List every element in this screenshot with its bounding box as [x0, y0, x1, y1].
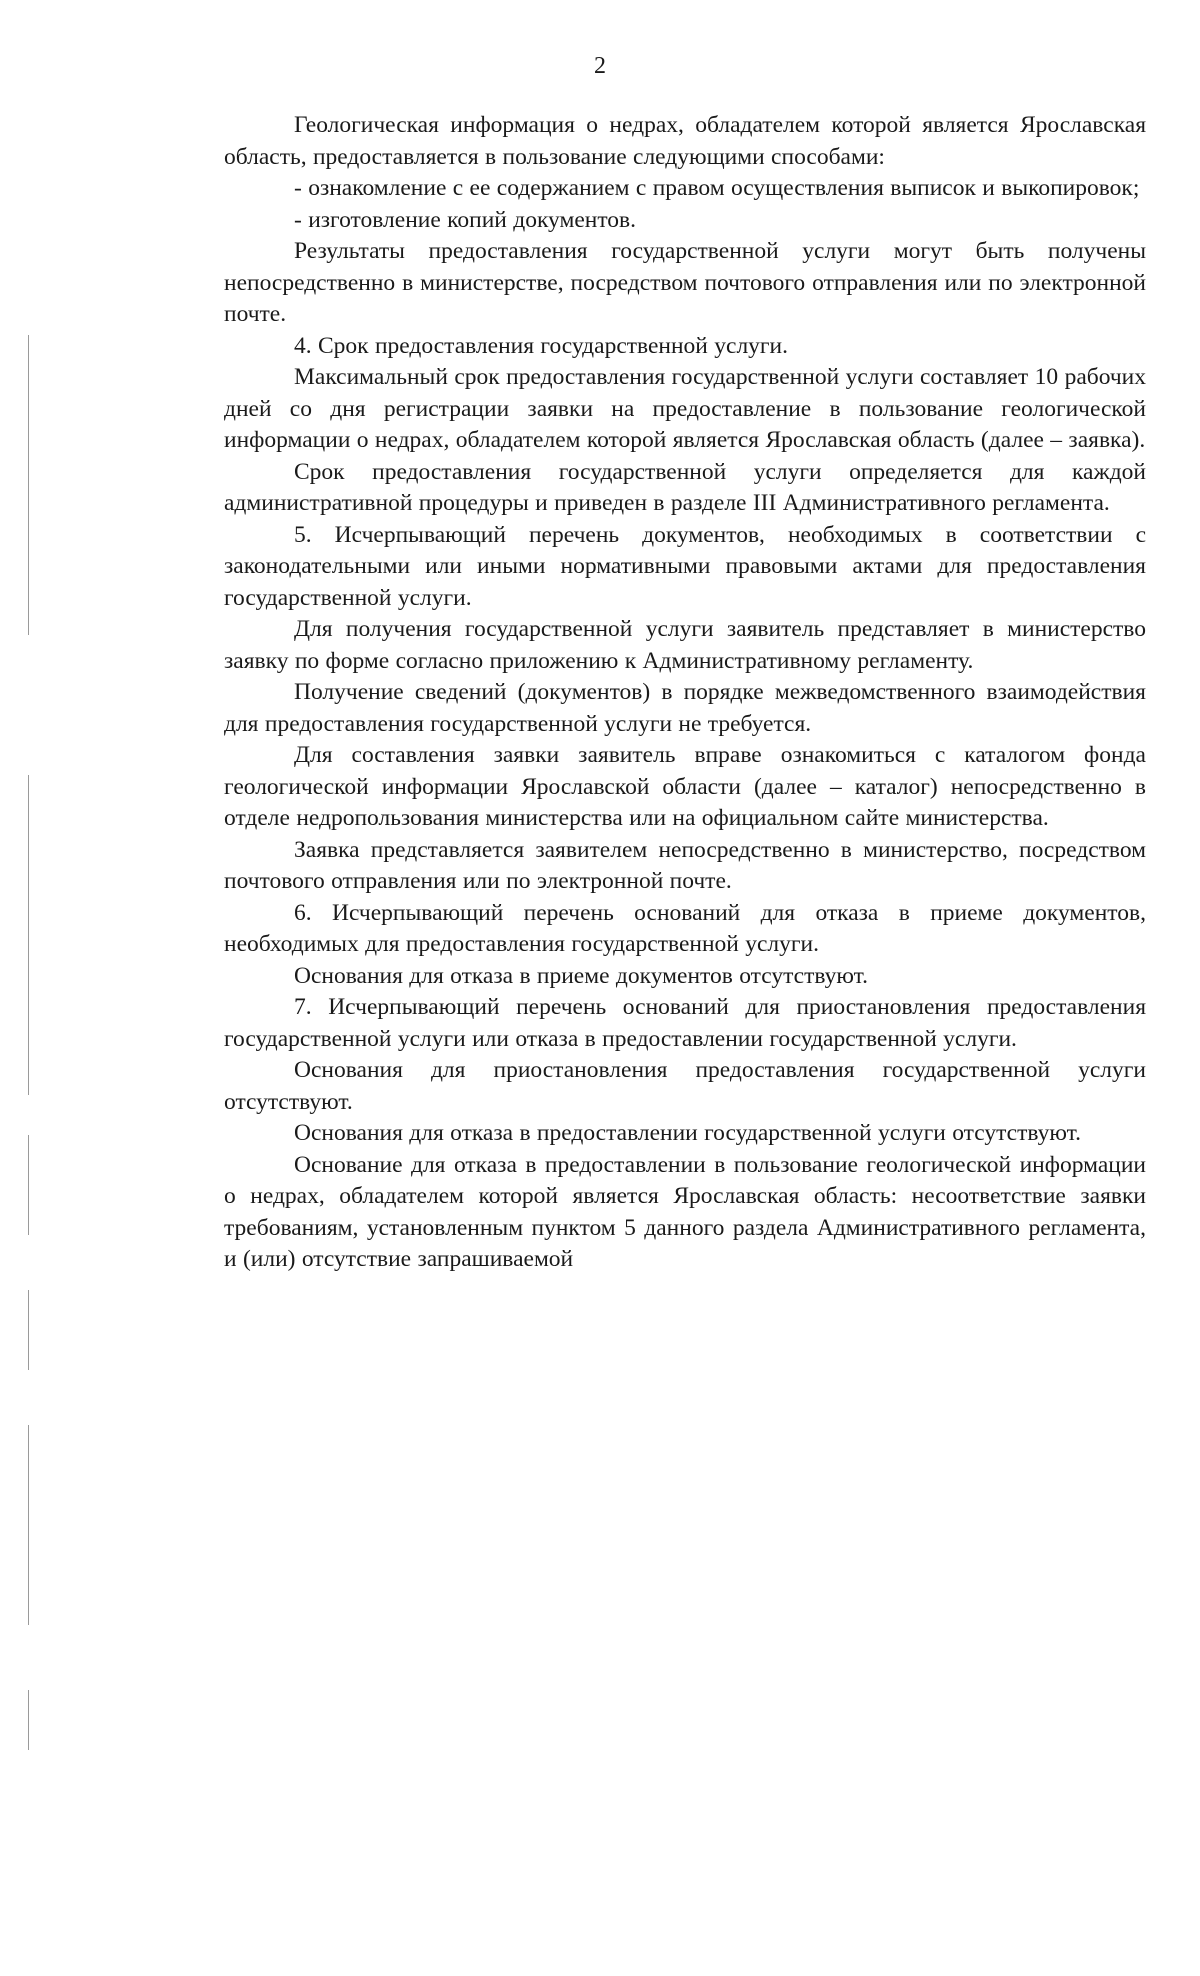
- paragraph: Заявка представляется заявителем непосредственно в министерство, посредством почтового отправления или по электронной почте.: [224, 836, 1146, 894]
- paragraph: Основания для отказа в приеме документов отсутствуют.: [294, 962, 868, 989]
- paragraph: Геологическая информация о недрах, обладателем которой является Ярославская область, предоставляется в пользование следующими способами:: [224, 112, 1146, 170]
- paragraph: Для составления заявки заявитель вправе ознакомиться с каталогом фонда геологической информации Ярославской области (далее – каталог) непосредственно в отделе недропользования министерства или на официальном сайте министерства.: [224, 742, 1146, 831]
- paragraph: Срок предоставления государственной услуги определяется для каждой административной процедуры и приведен в разделе III Административного регламента.: [224, 458, 1146, 516]
- list-item: - изготовление копий документов.: [294, 206, 637, 233]
- scan-edge-mark: [28, 1135, 29, 1235]
- paragraph: Основания для приостановления предоставления государственной услуги отсутствуют.: [224, 1057, 1146, 1115]
- section-heading: 7. Исчерпывающий перечень оснований для приостановления предоставления государственной услуги или отказа в предоставлении государственной услуги.: [224, 994, 1146, 1052]
- page-number: 2: [594, 53, 606, 79]
- scan-edge-mark: [28, 335, 29, 635]
- paragraph: Основание для отказа в предоставлении в пользование геологической информации о недрах, обладателем которой является Ярославская область: несоответствие заявки требованиям, установленным пунктом 5 данного раздела Административного регламента, и (или) отсутствие запрашиваемой: [224, 1151, 1146, 1272]
- list-item: - ознакомление с ее содержанием с правом осуществления выписок и выкопировок;: [294, 175, 1140, 201]
- paragraph: Основания для отказа в предоставлении государственной услуги отсутствуют.: [294, 1120, 1082, 1146]
- section-heading: 5. Исчерпывающий перечень документов, необходимых в соответствии с законодательными или иными нормативными правовыми актами для предоставления государственной услуги.: [224, 521, 1146, 611]
- paragraph: Максимальный срок предоставления государственной услуги составляет 10 рабочих дней со дня регистрации заявки на предоставление в пользование геологической информации о недрах, обладателем которой является Ярославская область (далее – заявка).: [224, 364, 1146, 453]
- section-heading: 6. Исчерпывающий перечень оснований для отказа в приеме документов, необходимых для предоставления государственной услуги.: [224, 899, 1146, 957]
- paragraph: Получение сведений (документов) в порядке межведомственного взаимодействия для предоставления государственной услуги не требуется.: [224, 679, 1146, 737]
- scan-edge-mark: [28, 1690, 29, 1750]
- document-body: [224, 110, 1146, 1276]
- paragraph: Для получения государственной услуги заявитель представляет в министерство заявку по форме согласно приложению к Административному регламенту.: [224, 616, 1146, 674]
- scan-edge-mark: [28, 1290, 29, 1370]
- section-heading: 4. Срок предоставления государственной услуги.: [294, 332, 789, 359]
- paragraph: Результаты предоставления государственной услуги могут быть получены непосредственно в министерстве, посредством почтового отправления или по электронной почте.: [224, 238, 1146, 327]
- scan-edge-mark: [28, 1425, 29, 1625]
- scan-edge-mark: [28, 775, 29, 1095]
